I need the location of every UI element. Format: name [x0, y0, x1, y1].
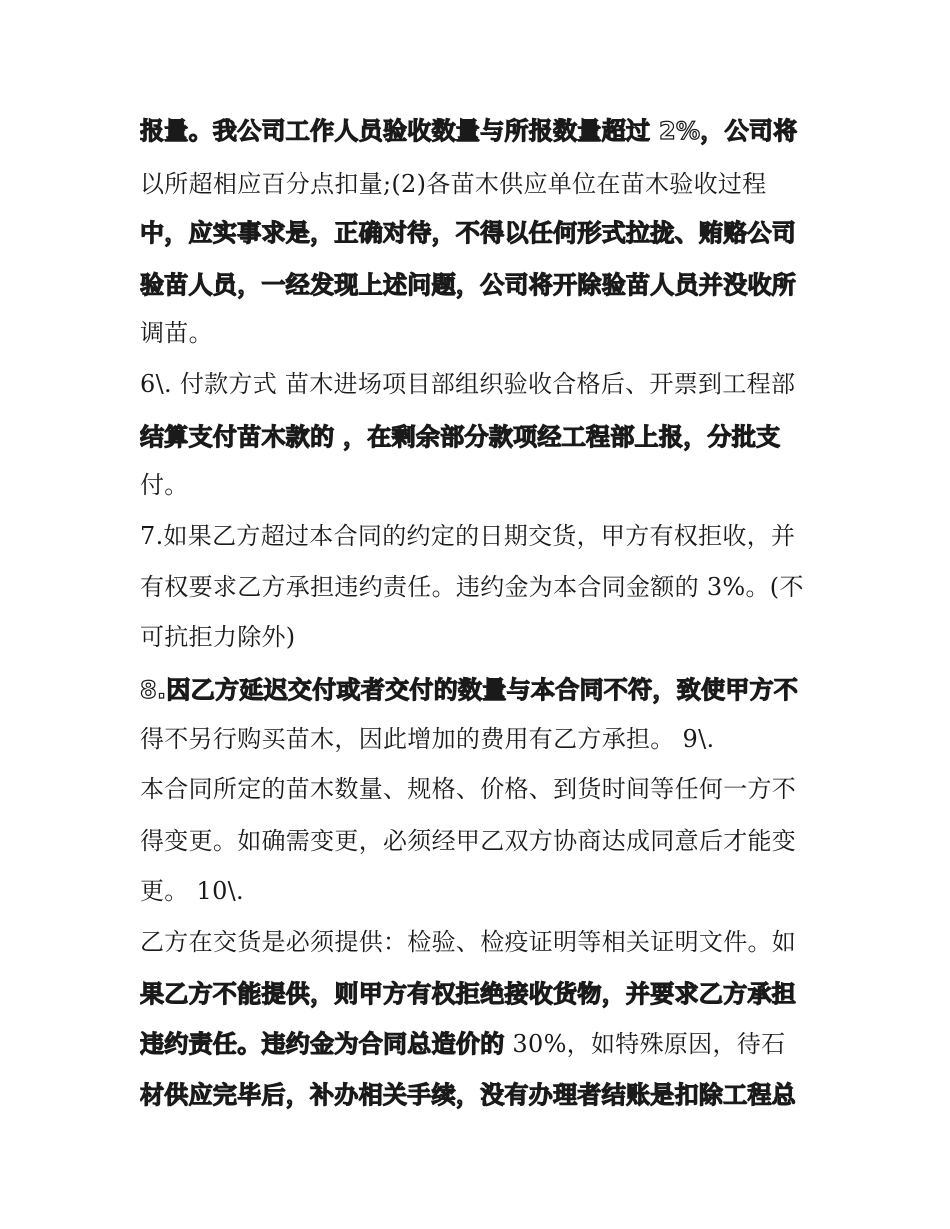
text-line-17: 乙方在交货是必须提供：检验、检疫证明等相关证明文件。如	[140, 928, 797, 956]
text-line-15: 得变更。如确需变更，必须经甲乙双方协商达成同意后才能变	[140, 827, 797, 855]
text-line-18: 果乙方不能提供，则甲方有权拒绝接收货物，并要求乙方承担	[140, 980, 797, 1008]
text-line-3: 中，应实事求是，正确对待，不得以任何形式拉拢、贿赂公司	[140, 219, 797, 247]
text-line-10: 有权要求乙方承担违约责任。违约金为本合同金额的 3%。(不	[140, 573, 804, 601]
text-line-9: 7.如果乙方超过本合同的约定的日期交货，甲方有权拒收，并	[140, 522, 796, 550]
text-line-11: 可抗拒力除外)	[140, 623, 296, 651]
text-line-7: 结算支付苗木款的 ，在剩余部分款项经工程部上报，分批支	[140, 423, 781, 451]
text-line-13: 得不另行购买苗木，因此增加的费用有乙方承担。 9\.	[140, 725, 715, 753]
text-line-4: 验苗人员，一经发现上述问题，公司将开除验苗人员并没收所	[140, 271, 797, 299]
text-line-19-outlined-part: 违约责任。违约金为合同总造价的	[140, 1030, 505, 1058]
text-line-5: 调苗。	[140, 319, 213, 347]
text-line-6: 6\. 付款方式 苗木进场项目部组织验收合格后、开票到工程部	[140, 370, 796, 398]
text-line-12: 8.因乙方延迟交付或者交付的数量与本合同不符，致使甲方不	[140, 676, 799, 704]
text-line-19	[140, 1028, 820, 1060]
text-line-2: 以所超相应百分点扣量;(2)各苗木供应单位在苗木验收过程	[140, 170, 767, 198]
text-line-8: 付。	[140, 471, 189, 499]
text-line-14: 本合同所定的苗木数量、规格、价格、到货时间等任何一方不	[140, 775, 797, 803]
text-line-1: 报量。我公司工作人员验收数量与所报数量超过 2%，公司将	[140, 117, 798, 145]
text-line-19-plain-part: 30%，如特殊原因，待石	[504, 1030, 786, 1058]
text-line-16: 更。 10\.	[140, 877, 244, 905]
text-line-20: 材供应完毕后，补办相关手续，没有办理者结账是扣除工程总	[140, 1081, 797, 1109]
